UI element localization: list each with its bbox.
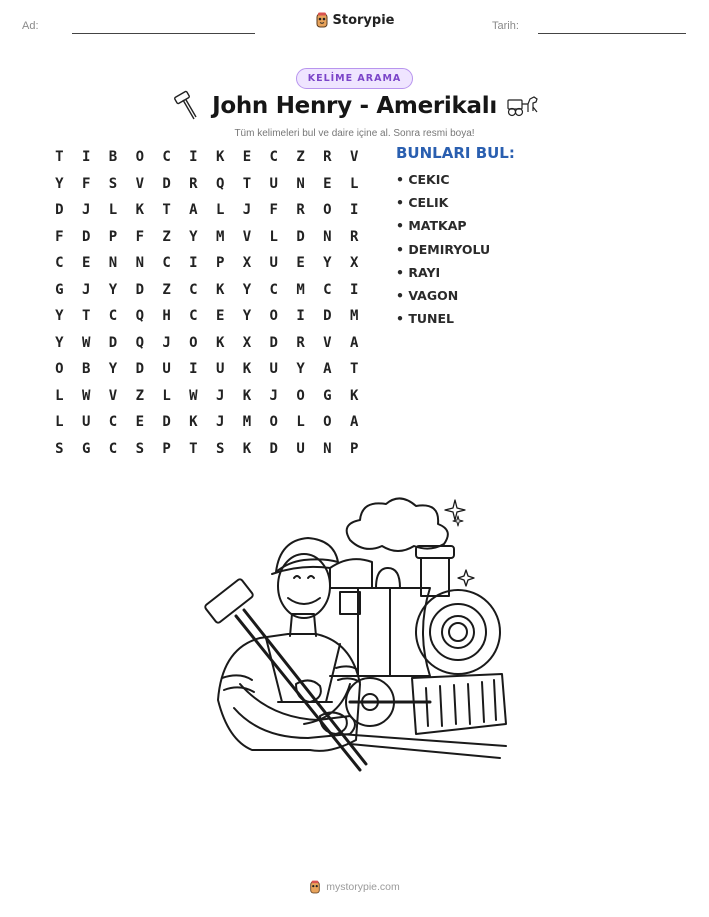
grid-cell[interactable]: J — [215, 414, 225, 430]
grid-cell[interactable]: K — [349, 387, 359, 404]
word-search-grid[interactable] — [46, 147, 368, 465]
grid-cell[interactable]: Z — [296, 149, 305, 165]
grid-cell[interactable]: K — [242, 387, 252, 404]
grid-cell[interactable]: P — [162, 440, 171, 457]
grid-cell[interactable]: I — [189, 149, 198, 165]
grid-cell[interactable]: L — [108, 202, 118, 218]
grid-cell[interactable]: G — [55, 281, 64, 298]
word-list-item: • RAYI — [396, 264, 441, 280]
grid-cell[interactable]: B — [81, 361, 91, 377]
grid-cell[interactable]: J — [81, 202, 91, 218]
storypie-logo-icon — [315, 12, 329, 28]
grid-cell[interactable]: D — [269, 334, 278, 351]
grid-cell[interactable]: U — [215, 361, 225, 377]
grid-cell[interactable]: E — [81, 255, 91, 271]
grid-cell[interactable]: D — [323, 308, 332, 324]
grid-cell[interactable]: L — [215, 202, 225, 218]
grid-cell[interactable]: E — [215, 308, 225, 324]
grid-cell[interactable]: D — [162, 414, 171, 430]
grid-cell[interactable]: U — [296, 440, 305, 457]
grid-cell[interactable]: O — [323, 414, 332, 430]
grid-cell[interactable]: J — [269, 387, 278, 404]
grid-cell[interactable]: C — [55, 255, 64, 271]
grid-cell[interactable]: L — [269, 228, 278, 245]
grid-cell[interactable]: U — [269, 361, 278, 377]
grid-cell[interactable]: D — [55, 202, 64, 218]
grid-cell[interactable]: C — [269, 149, 278, 165]
badge-wrap — [0, 66, 709, 89]
activity-badge: KELİME ARAMA — [296, 68, 414, 89]
grid-cell[interactable]: C — [108, 440, 118, 457]
grid-cell[interactable]: J — [81, 281, 91, 298]
grid-cell[interactable]: R — [296, 334, 305, 351]
grid-cell[interactable]: X — [242, 255, 252, 271]
grid-cell[interactable]: Y — [242, 281, 252, 298]
grid-cell[interactable]: N — [108, 255, 118, 271]
grid-cell[interactable]: L — [55, 414, 64, 430]
grid-cell[interactable]: D — [135, 281, 144, 298]
grid-cell[interactable]: E — [242, 149, 252, 165]
grid-cell[interactable]: X — [242, 334, 252, 351]
grid-cell[interactable]: N — [323, 440, 332, 457]
grid-cell[interactable]: O — [269, 308, 278, 324]
grid-cell[interactable]: D — [108, 334, 118, 351]
grid-cell[interactable]: J — [215, 387, 225, 404]
grid-cell[interactable]: I — [81, 149, 91, 165]
grid-cell[interactable]: N — [323, 228, 332, 245]
name-label: Ad: — [22, 20, 39, 32]
grid-cell[interactable]: B — [108, 149, 118, 165]
word-list-item: • CEKIC — [396, 172, 450, 187]
grid-cell[interactable]: Y — [55, 334, 64, 351]
grid-cell[interactable]: C — [108, 308, 118, 324]
grid-cell[interactable]: H — [162, 308, 171, 324]
grid-cell[interactable]: O — [135, 149, 144, 165]
grid-cell[interactable]: V — [323, 334, 332, 351]
grid-cell[interactable]: N — [296, 175, 305, 192]
grid-cell[interactable]: D — [269, 440, 278, 457]
footer — [0, 879, 709, 898]
grid-cell[interactable]: I — [296, 308, 305, 324]
grid-cell[interactable]: K — [215, 149, 225, 165]
grid-cell[interactable]: A — [323, 361, 332, 377]
grid-cell[interactable]: Y — [323, 255, 332, 271]
grid-cell[interactable]: E — [296, 255, 305, 271]
storypie-logo-icon — [309, 880, 321, 894]
grid-cell[interactable]: V — [242, 228, 252, 245]
grid-cell[interactable]: U — [269, 255, 278, 271]
grid-cell[interactable]: Z — [162, 228, 171, 245]
grid-cell[interactable]: K — [189, 414, 198, 430]
word-list — [396, 172, 490, 334]
grid-cell[interactable]: M — [349, 308, 359, 324]
grid-cell[interactable]: C — [189, 308, 198, 324]
grid-cell[interactable]: O — [323, 202, 332, 218]
grid-cell[interactable]: C — [162, 149, 171, 165]
grid-cell[interactable]: K — [242, 440, 252, 457]
grid-cell[interactable]: T — [242, 175, 252, 192]
grid-cell[interactable]: S — [55, 440, 64, 457]
brand — [0, 12, 709, 32]
grid-cell[interactable]: D — [162, 175, 171, 192]
grid-cell[interactable]: Y — [55, 308, 64, 324]
grid-cell[interactable]: P — [108, 228, 118, 245]
word-list-item: • VAGON — [396, 287, 459, 303]
grid-cell[interactable]: U — [162, 361, 171, 377]
grid-cell[interactable]: M — [296, 281, 305, 298]
grid-cell[interactable]: M — [215, 228, 225, 245]
grid-cell[interactable]: F — [81, 175, 91, 192]
grid-cell[interactable]: U — [269, 175, 278, 192]
word-list-title: BUNLARI BUL: — [396, 144, 515, 162]
brand-name: Storypie — [332, 12, 395, 28]
grid-cell[interactable]: A — [349, 334, 359, 351]
grid-cell[interactable]: W — [81, 334, 91, 351]
grid-cell[interactable]: T — [189, 440, 198, 457]
grid-cell[interactable]: R — [189, 175, 198, 192]
grid-cell[interactable]: N — [135, 255, 144, 271]
grid-cell[interactable]: L — [55, 387, 64, 404]
grid-cell[interactable]: D — [81, 228, 91, 245]
grid-cell[interactable]: V — [349, 149, 359, 165]
grid-cell[interactable]: I — [349, 281, 359, 298]
grid-cell[interactable]: O — [55, 361, 64, 377]
grid-cell[interactable]: D — [296, 228, 305, 245]
grid-cell[interactable]: K — [215, 281, 225, 298]
grid-cell[interactable]: Z — [135, 387, 144, 404]
grid-cell[interactable]: P — [215, 255, 225, 271]
grid-cell[interactable]: O — [269, 414, 278, 430]
grid-cell[interactable]: O — [296, 387, 305, 404]
grid-cell[interactable]: C — [323, 281, 332, 298]
word-list-item: • TUNEL — [396, 311, 454, 327]
grid-cell[interactable]: T — [55, 149, 64, 165]
grid-cell[interactable]: P — [349, 440, 359, 457]
grid-cell[interactable]: G — [323, 387, 332, 404]
grid-cell[interactable]: C — [108, 414, 118, 430]
grid-cell[interactable]: I — [189, 255, 198, 271]
grid-cell[interactable]: Q — [135, 308, 144, 324]
grid-cell[interactable]: K — [135, 202, 144, 218]
grid-cell[interactable]: Y — [108, 281, 118, 298]
grid-cell[interactable]: Y — [189, 228, 198, 245]
grid-cell[interactable]: I — [189, 361, 198, 377]
grid-cell[interactable]: L — [162, 387, 171, 404]
horse-cart-icon — [506, 92, 542, 120]
grid-cell[interactable]: S — [108, 175, 118, 192]
grid-cell[interactable]: Y — [108, 361, 118, 377]
grid-cell[interactable]: W — [189, 387, 198, 404]
grid-cell[interactable]: R — [296, 202, 305, 218]
word-list-item: • DEMIRYOLU — [396, 241, 491, 257]
date-label: Tarih: — [492, 20, 519, 32]
grid-cell[interactable]: R — [349, 228, 359, 245]
date-line[interactable] — [538, 33, 686, 34]
grid-cell[interactable]: K — [242, 361, 252, 377]
grid-cell[interactable]: Y — [55, 175, 64, 192]
grid-cell[interactable]: U — [81, 414, 91, 430]
word-list-item: • MATKAP — [396, 218, 467, 234]
grid-cell[interactable]: F — [135, 228, 144, 245]
grid-cell[interactable]: A — [349, 414, 359, 430]
grid-cell[interactable]: J — [242, 202, 252, 218]
instructions: Tüm kelimeleri bul ve daire içine al. Sonra resmi boya! — [234, 128, 475, 139]
grid-cell[interactable]: Q — [215, 175, 225, 192]
word-list-item: • CELIK — [396, 195, 449, 211]
grid-cell[interactable]: V — [108, 387, 118, 404]
grid-cell[interactable]: T — [162, 202, 171, 218]
grid-cell[interactable]: Z — [162, 281, 171, 298]
john-henry-with-train-illustration — [200, 488, 510, 788]
grid-cell[interactable]: X — [349, 255, 359, 271]
grid-cell[interactable]: S — [215, 440, 225, 457]
grid-cell[interactable]: W — [81, 387, 91, 404]
grid-cell[interactable]: S — [135, 440, 144, 457]
grid-cell[interactable]: C — [269, 281, 278, 298]
page-title: John Henry - Amerikalı — [212, 93, 497, 119]
grid-cell[interactable]: E — [323, 175, 332, 192]
grid-cell[interactable]: L — [349, 175, 359, 192]
grid-cell[interactable]: T — [81, 308, 91, 324]
grid-cell[interactable]: Q — [135, 334, 144, 351]
grid-cell[interactable]: T — [349, 361, 359, 377]
grid-cell[interactable]: A — [189, 202, 198, 218]
grid-cell[interactable]: M — [242, 414, 252, 430]
grid-cell[interactable]: O — [189, 334, 198, 351]
grid-cell[interactable]: L — [296, 414, 305, 430]
grid-cell[interactable]: F — [55, 228, 64, 245]
grid-cell[interactable]: D — [135, 361, 144, 377]
grid-cell[interactable]: F — [269, 202, 278, 218]
footer-url[interactable]: mystorypie.com — [326, 881, 400, 893]
grid-cell[interactable]: E — [135, 414, 144, 430]
grid-cell[interactable]: R — [323, 149, 332, 165]
grid-cell[interactable]: J — [162, 334, 171, 351]
grid-cell[interactable]: G — [81, 440, 91, 457]
grid-cell[interactable]: V — [135, 175, 144, 192]
grid-cell[interactable]: C — [162, 255, 171, 271]
name-line[interactable] — [72, 33, 255, 34]
grid-cell[interactable]: Y — [296, 361, 305, 377]
grid-cell[interactable]: K — [215, 334, 225, 351]
grid-cell[interactable]: Y — [242, 308, 252, 324]
grid-cell[interactable]: I — [349, 202, 359, 218]
grid-cell[interactable]: C — [189, 281, 198, 298]
